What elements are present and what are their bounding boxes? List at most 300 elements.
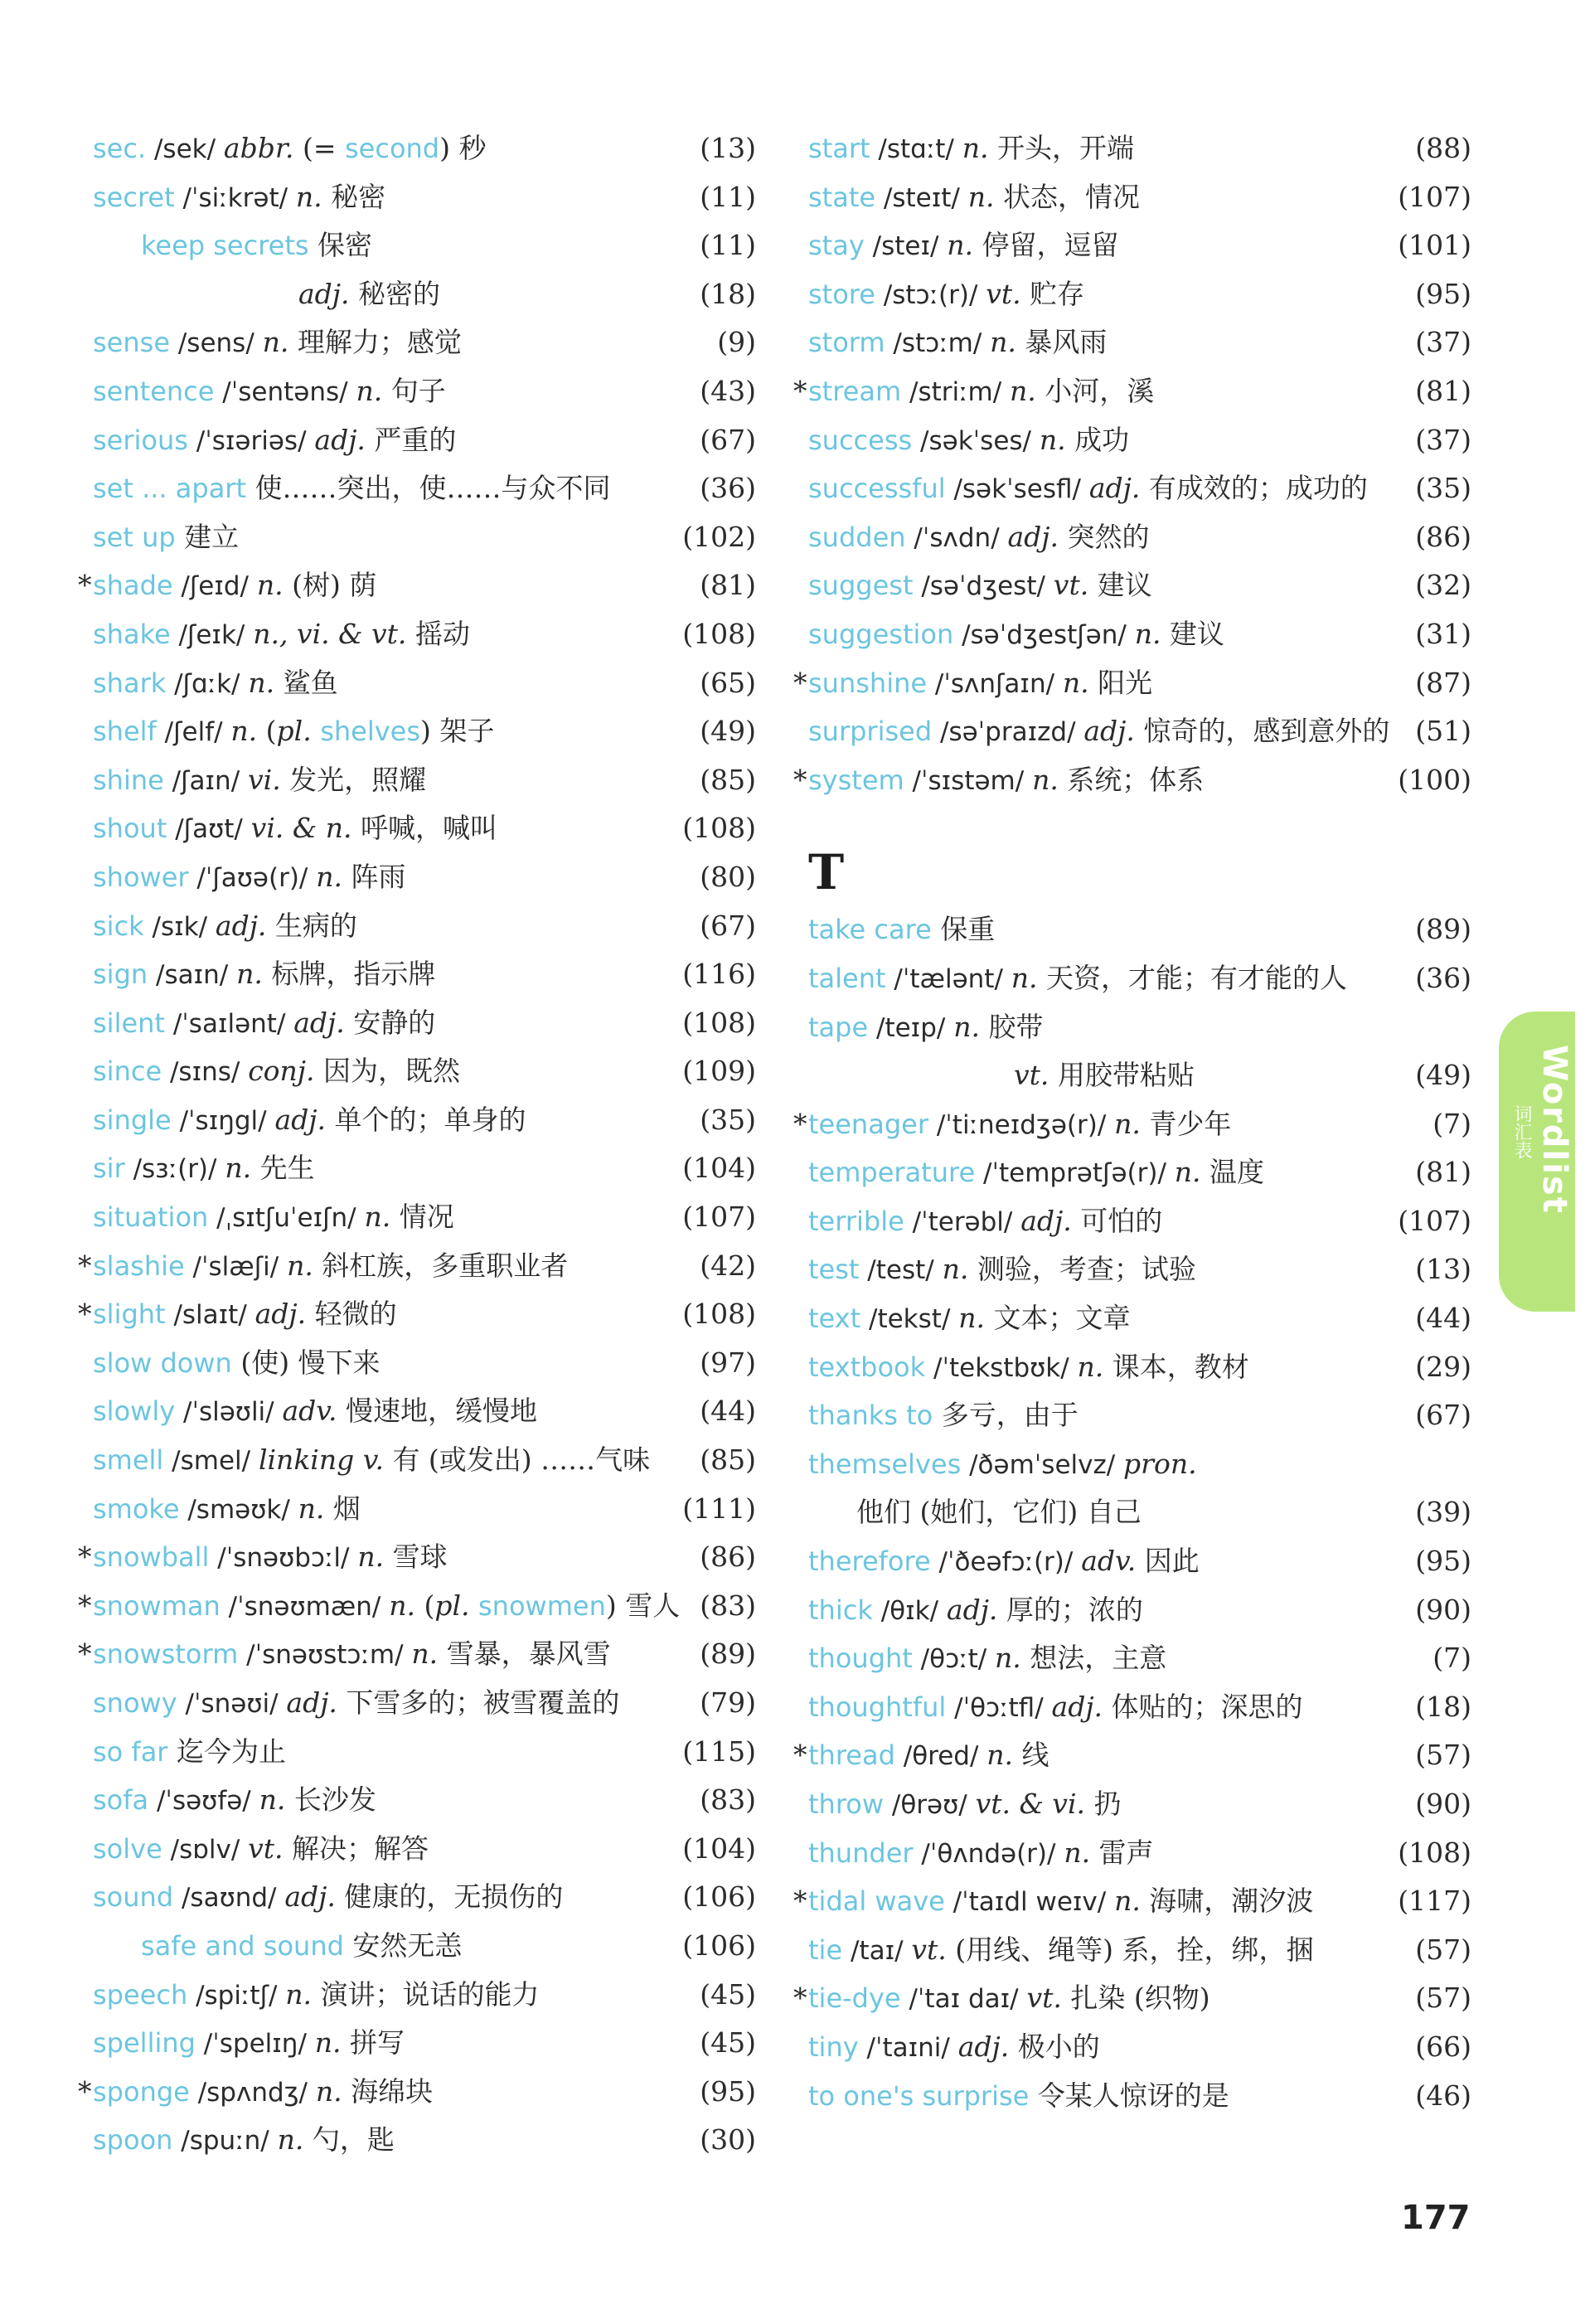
entry-page-ref: (81) (1415, 374, 1471, 407)
wordlist-entry (808, 1391, 1471, 1440)
entry-body (808, 2072, 1229, 2121)
entry-page-ref: (67) (700, 909, 756, 942)
entry-definition: 阵雨 (342, 860, 406, 893)
entry-part-of-speech: adj. (254, 1298, 307, 1331)
wordlist-entry (78, 1242, 756, 1291)
entry-body (93, 464, 611, 513)
entry-phonetic: /ˈterəbl/ (904, 1206, 1021, 1237)
entry-headword: store (808, 278, 875, 310)
entry-page-ref: (36) (1415, 961, 1471, 994)
entry-headword: serious (93, 424, 188, 456)
entry-headword: sir (93, 1152, 125, 1185)
entry-part-of-speech: n. (256, 569, 284, 602)
entry-part-of-speech: n. (225, 1152, 252, 1185)
entry-page-ref: (39) (1415, 1496, 1471, 1529)
wordlist-entry (78, 1630, 756, 1679)
entry-page-ref: (7) (1432, 1107, 1471, 1140)
entry-part-of-speech: pron. (1123, 1447, 1197, 1480)
entry-part-of-speech: n. (1114, 1107, 1141, 1140)
wordlist-entry (93, 1728, 756, 1777)
entry-headword: to one's surprise (808, 2079, 1030, 2112)
entry-part-of-speech: vi. (248, 763, 281, 796)
wordlist-entry (808, 1197, 1471, 1246)
entry-phonetic: /ʃaʊt/ (167, 814, 251, 845)
entry-page-ref: (104) (682, 1832, 756, 1865)
entry-body (93, 1873, 563, 1923)
entry-body (93, 1679, 619, 1729)
entry-body (856, 1488, 1142, 1537)
entry-body (808, 756, 1204, 806)
entry-page-ref: (57) (1415, 1933, 1471, 1966)
entry-page-ref: (117) (1398, 1885, 1471, 1918)
entry-definition: ) 架子 (420, 715, 495, 748)
entry-headword: slow down (93, 1346, 232, 1379)
entry-body (93, 756, 426, 806)
entry-headword: so far (93, 1735, 168, 1768)
entry-definition: 轻微的 (306, 1298, 397, 1331)
entry-part-of-speech: n. (1134, 617, 1161, 650)
entry-headword: situation (93, 1201, 209, 1234)
entry-phonetic: /ˈðeəfɔː(r)/ (930, 1547, 1082, 1578)
entry-page-ref: (11) (700, 180, 756, 213)
wordlist-entry (93, 416, 756, 465)
entry-headword: snowy (93, 1687, 177, 1719)
entry-page-ref: (9) (717, 326, 756, 359)
entry-headword: shine (93, 764, 164, 796)
entry-headword: tie-dye (808, 1982, 901, 2015)
wordlist-entry (93, 221, 756, 270)
entry-part-of-speech: adj. (1007, 520, 1059, 553)
entry-phonetic: /ˈsəʊfə/ (148, 1786, 259, 1817)
entry-star-marker: * (78, 1637, 92, 1671)
entry-definition: 他们 (她们，它们) 自己 (856, 1496, 1142, 1529)
wordlist-entry (93, 1193, 756, 1242)
entry-headword: second (344, 133, 440, 164)
entry-page-ref: (115) (682, 1735, 756, 1768)
wordlist-entry (808, 1537, 1471, 1586)
entry-phonetic: /ˈsnəʊi/ (177, 1689, 287, 1719)
entry-phonetic: /ˈtemprətʃə(r)/ (975, 1158, 1175, 1189)
entry-definition: 因为，既然 (314, 1055, 461, 1088)
entry-page-ref: (57) (1415, 1739, 1471, 1772)
wordlist-entry (808, 1294, 1471, 1343)
wordlist-entry (93, 1485, 756, 1534)
entry-part-of-speech: adj. (293, 1006, 345, 1039)
wordlist-column-right (793, 124, 1471, 2120)
entry-headword: thoughtful (808, 1691, 947, 1723)
entry-definition: 安然无恙 (343, 1929, 463, 1962)
entry-body (93, 173, 385, 223)
wordlist-entry (93, 2019, 756, 2068)
entry-body (93, 2019, 405, 2069)
entry-body (808, 1391, 1079, 1440)
wordlist-entry (93, 1679, 756, 1728)
entry-definition: 摇动 (406, 617, 470, 650)
entry-phonetic: /saʊnd/ (173, 1883, 285, 1914)
entry-phonetic: /spiːtʃ/ (187, 1980, 286, 2011)
entry-body (93, 1436, 650, 1486)
wordlist-entry (93, 173, 756, 222)
entry-part-of-speech: abbr. (223, 132, 294, 164)
wordlist-entry (808, 610, 1471, 659)
entry-headword: sec. (93, 133, 147, 164)
entry-phonetic: /tekst/ (860, 1304, 959, 1335)
entry-page-ref: (30) (700, 2123, 756, 2157)
entry-page-ref: (90) (1415, 1593, 1471, 1626)
entry-body (808, 124, 1134, 174)
entry-part-of-speech: vt. (1014, 1059, 1049, 1092)
entry-phonetic: /ˈθɔːtfl/ (946, 1692, 1052, 1723)
entry-phonetic: /ˈsnəʊmæn/ (220, 1591, 390, 1622)
entry-headword: shout (93, 813, 167, 845)
entry-definition: 使……突出，使……与众不同 (246, 472, 611, 505)
wordlist-entry (808, 173, 1471, 222)
entry-body (93, 1533, 448, 1583)
entry-page-ref: (49) (1415, 1059, 1471, 1092)
entry-phonetic: /ðəmˈselvz/ (961, 1449, 1124, 1480)
entry-body (93, 124, 486, 174)
entry-definition: (用线、绳等) 系，拴，绑，捆 (946, 1933, 1314, 1966)
entry-headword: snowmen (478, 1589, 606, 1622)
wordlist-entry (78, 1290, 756, 1339)
entry-part-of-speech: n. (357, 1540, 385, 1574)
entry-headword: snowstorm (93, 1638, 239, 1671)
entry-headword: test (808, 1254, 860, 1286)
entry-part-of-speech: vt. (248, 1832, 284, 1865)
entry-part-of-speech: pl. (434, 1589, 470, 1622)
entry-page-ref: (13) (700, 132, 756, 164)
entry-body (93, 1582, 680, 1632)
entry-phonetic: /səˈpraɪzd/ (932, 717, 1084, 748)
entry-body (93, 2068, 433, 2118)
entry-star-marker: * (78, 1589, 92, 1622)
entry-body (808, 707, 1389, 757)
entry-body (93, 902, 357, 952)
entry-headword: tape (808, 1011, 869, 1043)
wordlist-entry (793, 1100, 1471, 1149)
entry-body (1014, 1051, 1195, 1100)
entry-definition: 海绵块 (342, 2074, 434, 2108)
entry-part-of-speech: adj. (1051, 1690, 1103, 1723)
wordlist-entry (93, 1047, 756, 1096)
entry-definition: 理解力；感觉 (288, 326, 462, 359)
entry-part-of-speech: n. (389, 1589, 415, 1622)
entry-part-of-speech: n. (962, 132, 989, 164)
entry-body (93, 1971, 540, 2021)
entry-headword: sofa (93, 1784, 149, 1817)
entry-headword: single (93, 1104, 172, 1136)
entry-definition: 线 (1013, 1739, 1049, 1772)
wordlist-entry (793, 1974, 1471, 2023)
entry-headword: slight (93, 1298, 166, 1331)
entry-phonetic: /stɑːt/ (870, 134, 962, 164)
entry-body (808, 1197, 1162, 1247)
entry-part-of-speech: vt. & vi. (975, 1788, 1085, 1820)
entry-headword: sick (93, 910, 144, 942)
entry-part-of-speech: n. (990, 326, 1016, 359)
wordlist-entry (808, 1683, 1471, 1732)
entry-phonetic: /steɪ/ (864, 231, 948, 262)
entry-definition: 成功 (1065, 423, 1130, 456)
entry-definition: 极小的 (1009, 2030, 1100, 2063)
entry-headword: smoke (93, 1492, 180, 1525)
entry-phonetic: /ˈtekstbʊk/ (925, 1352, 1078, 1383)
entry-phonetic: /ˈsiːkrət/ (174, 182, 296, 213)
entry-page-ref: (35) (700, 1103, 756, 1136)
entry-phonetic: /ʃaɪn/ (163, 765, 248, 796)
entry-headword: success (808, 424, 913, 456)
entry-headword: thread (808, 1739, 895, 1772)
entry-definition: 因此 (1136, 1545, 1200, 1578)
entry-body (808, 610, 1224, 660)
entry-headword: secret (93, 181, 175, 213)
entry-page-ref: (46) (1415, 2079, 1471, 2112)
entry-headword: shower (93, 861, 189, 893)
entry-page-ref: (45) (700, 2026, 756, 2060)
entry-body (808, 1926, 1314, 1976)
entry-part-of-speech: n. (995, 1642, 1021, 1675)
entry-headword: sudden (808, 521, 906, 553)
entry-phonetic: /ˈtælənt/ (885, 963, 1011, 994)
entry-page-ref: (106) (682, 1880, 756, 1914)
wordlist-entry (808, 1829, 1471, 1878)
entry-page-ref: (11) (700, 229, 756, 262)
entry-body (808, 416, 1129, 466)
entry-phonetic: /ˈtaɪdl weɪv/ (944, 1887, 1115, 1918)
entry-page-ref: (83) (700, 1783, 756, 1817)
entry-phonetic: /ˈθʌndə(r)/ (913, 1838, 1064, 1869)
entry-definition: 雷声 (1090, 1836, 1154, 1869)
entry-part-of-speech: n. (1077, 1350, 1104, 1383)
entry-headword: tie (808, 1933, 843, 1966)
entry-definition: 厚的；浓的 (997, 1593, 1143, 1626)
entry-part-of-speech: adv. (282, 1395, 337, 1428)
entry-headword: solve (93, 1832, 162, 1865)
entry-headword: set ... apart (93, 473, 246, 505)
entry-phonetic: /striːm/ (901, 376, 1011, 407)
wordlist-entry (808, 513, 1471, 562)
entry-page-ref: (31) (1415, 617, 1471, 650)
entry-phonetic: /teɪp/ (868, 1012, 954, 1043)
entry-headword: teenager (808, 1108, 928, 1140)
entry-body (141, 1922, 462, 1971)
entry-headword: shelves (320, 716, 421, 748)
entry-page-ref: (57) (1415, 1982, 1471, 2015)
entry-page-ref: (42) (700, 1249, 756, 1282)
entry-body (93, 1242, 568, 1292)
wordlist-entry (78, 2068, 756, 2117)
wordlist-entry (93, 1144, 756, 1193)
entry-body (93, 1485, 361, 1535)
entry-phonetic: /ˈsɪstəm/ (904, 765, 1033, 796)
entry-part-of-speech: n., vi. & vt. (253, 617, 407, 650)
entry-definition: ) 秒 (439, 132, 487, 164)
entry-definition: 文本；文章 (985, 1302, 1131, 1335)
entry-part-of-speech: n. (986, 1739, 1014, 1772)
entry-headword: text (808, 1303, 861, 1335)
entry-page-ref: (18) (1415, 1690, 1471, 1723)
wordlist-entry (808, 1780, 1471, 1829)
entry-definition: 下雪多的；被雪覆盖的 (337, 1686, 620, 1719)
wordlist-entry (93, 318, 756, 367)
side-tab-label: Wordlist (1535, 1045, 1573, 1215)
entry-definition: 建议 (1161, 617, 1224, 650)
wordlist-entry (93, 902, 756, 951)
entry-headword: terrible (808, 1205, 904, 1237)
entry-phonetic: /taɪ/ (842, 1935, 912, 1966)
entry-phonetic: /slaɪt/ (165, 1300, 255, 1331)
entry-part-of-speech: adj. (1020, 1204, 1072, 1237)
entry-part-of-speech: vi. & n. (250, 812, 352, 845)
entry-part-of-speech: n. (953, 1010, 980, 1043)
entry-phonetic: /spʌndʒ/ (189, 2077, 316, 2108)
entry-phonetic: /ˈsʌnʃaɪn/ (927, 668, 1063, 699)
entry-star-marker: * (793, 1885, 807, 1918)
entry-definition: 保重 (931, 913, 996, 946)
entry-definition: 单个的；单身的 (326, 1103, 526, 1136)
entry-phonetic: /θɔːt/ (912, 1644, 996, 1675)
entry-phonetic: /ʃelf/ (156, 717, 231, 748)
entry-page-ref: (106) (682, 1929, 756, 1962)
entry-page-ref: (108) (682, 1006, 756, 1039)
entry-page-ref: (81) (1415, 1156, 1471, 1189)
entry-page-ref: (107) (1398, 1204, 1471, 1237)
wordlist-entry (93, 1971, 756, 2020)
entry-part-of-speech: n. (1011, 961, 1038, 994)
entry-headword: shade (93, 570, 173, 602)
entry-part-of-speech: n. (295, 180, 322, 213)
section-letter-row (808, 839, 1471, 905)
entry-part-of-speech: n. (356, 374, 383, 407)
entry-phonetic: /sɪns/ (162, 1057, 249, 1088)
entry-body (808, 1780, 1122, 1830)
wordlist-side-tab (1499, 1012, 1575, 1312)
wordlist-entry (808, 905, 1471, 954)
entry-definition: 有 (或发出) ……气味 (383, 1443, 651, 1477)
entry-page-ref: (108) (682, 1298, 756, 1331)
entry-page-ref: (89) (700, 1637, 756, 1671)
side-tab-sublabel: 词汇表 (1511, 1104, 1532, 1159)
entry-part-of-speech: n. (248, 666, 275, 699)
entry-body (93, 853, 405, 903)
entry-definition: 发光，照耀 (280, 763, 427, 796)
entry-definition: 海啸，潮汐波 (1140, 1885, 1314, 1918)
wordlist-entry (808, 1245, 1471, 1294)
entry-phonetic: /sek/ (146, 134, 224, 164)
entry-phonetic: /ˈsɪəriəs/ (187, 425, 315, 456)
entry-body (808, 1634, 1166, 1684)
entry-page-ref: (107) (1398, 180, 1471, 213)
entry-body (93, 659, 338, 709)
entry-body (93, 416, 456, 466)
wordlist-entry (78, 1582, 756, 1631)
entry-body (93, 1144, 315, 1194)
entry-body (808, 1537, 1200, 1587)
entry-body (93, 707, 494, 757)
entry-definition: 体贴的；深思的 (1103, 1690, 1303, 1723)
entry-page-ref: (86) (700, 1540, 756, 1574)
entry-part-of-speech: vt. (911, 1933, 947, 1966)
wordlist-column-left (78, 124, 756, 2165)
entry-definition: 贮存 (1020, 277, 1085, 310)
entry-definition: 慢速地，缓慢地 (337, 1395, 537, 1428)
wordlist-entry (808, 1586, 1471, 1635)
entry-part-of-speech: n. (967, 180, 995, 213)
entry-definition: 解决；解答 (283, 1832, 429, 1865)
entry-star-marker: * (78, 2074, 92, 2108)
wordlist-entry (93, 1873, 756, 1922)
entry-part-of-speech: adj. (274, 1103, 326, 1136)
entry-part-of-speech: n. (298, 1492, 325, 1525)
entry-body (808, 1731, 1049, 1781)
entry-body (808, 1683, 1303, 1733)
entry-body (93, 804, 497, 854)
entry-definition: 想法，主意 (1020, 1642, 1167, 1675)
wordlist-entry (808, 221, 1471, 270)
entry-headword: spoon (93, 2124, 173, 2157)
entry-phonetic: /ˈsnəʊstɔːm/ (238, 1640, 412, 1671)
entry-page-ref: (37) (1415, 326, 1471, 359)
entry-headword: slashie (93, 1249, 185, 1282)
entry-definition: 健康的，无损伤的 (335, 1880, 564, 1914)
entry-page-ref: (32) (1415, 569, 1471, 602)
entry-headword: tidal wave (808, 1885, 945, 1918)
entry-page-ref: (90) (1415, 1788, 1471, 1820)
wordlist-entry (93, 756, 756, 805)
entry-page-ref: (116) (682, 958, 756, 991)
entry-phonetic: /θɪk/ (872, 1595, 947, 1626)
entry-part-of-speech: adj. (284, 1880, 336, 1914)
entry-page-ref: (13) (1415, 1253, 1471, 1286)
entry-headword: snowball (93, 1541, 210, 1574)
entry-headword: sense (93, 327, 170, 359)
entry-body (298, 270, 440, 319)
entry-phonetic: /sməʊk/ (179, 1494, 298, 1525)
entry-definition: 句子 (382, 374, 446, 407)
wordlist-entry (808, 1488, 1471, 1537)
entry-headword: keep secrets (141, 230, 309, 262)
entry-definition: 突然的 (1059, 520, 1150, 553)
entry-definition: (使) 慢下来 (231, 1346, 381, 1379)
entry-part-of-speech: adj. (1088, 472, 1141, 505)
entry-part-of-speech: n. (958, 1302, 985, 1335)
wordlist-entry (93, 853, 756, 902)
entry-body (808, 1245, 1196, 1295)
entry-phonetic: /səˈdʒestʃən/ (953, 619, 1135, 650)
entry-body (808, 1829, 1154, 1879)
entry-definition (470, 1589, 479, 1622)
entry-headword: smell (93, 1444, 164, 1477)
entry-star-marker: * (793, 1982, 807, 2015)
section-gap (808, 804, 1471, 839)
entry-page-ref: (85) (700, 1443, 756, 1477)
entry-phonetic: /θred/ (894, 1741, 987, 1772)
entry-page-ref: (35) (1415, 472, 1471, 505)
entry-definition: 系统；体系 (1058, 763, 1205, 796)
entry-definition: ( (257, 715, 277, 748)
entry-headword: thanks to (808, 1400, 933, 1432)
entry-body (808, 367, 1154, 417)
entry-page-ref: (37) (1415, 423, 1471, 456)
entry-part-of-speech: n. (364, 1201, 391, 1234)
wordlist-entry (808, 954, 1471, 1003)
entry-definition: 扔 (1085, 1788, 1122, 1820)
entry-headword: sign (93, 958, 148, 991)
entry-definition: 先生 (251, 1152, 315, 1185)
entry-headword: sunshine (808, 667, 928, 699)
entry-phonetic: /səˈdʒest/ (913, 571, 1054, 602)
entry-star-marker: * (78, 569, 92, 602)
